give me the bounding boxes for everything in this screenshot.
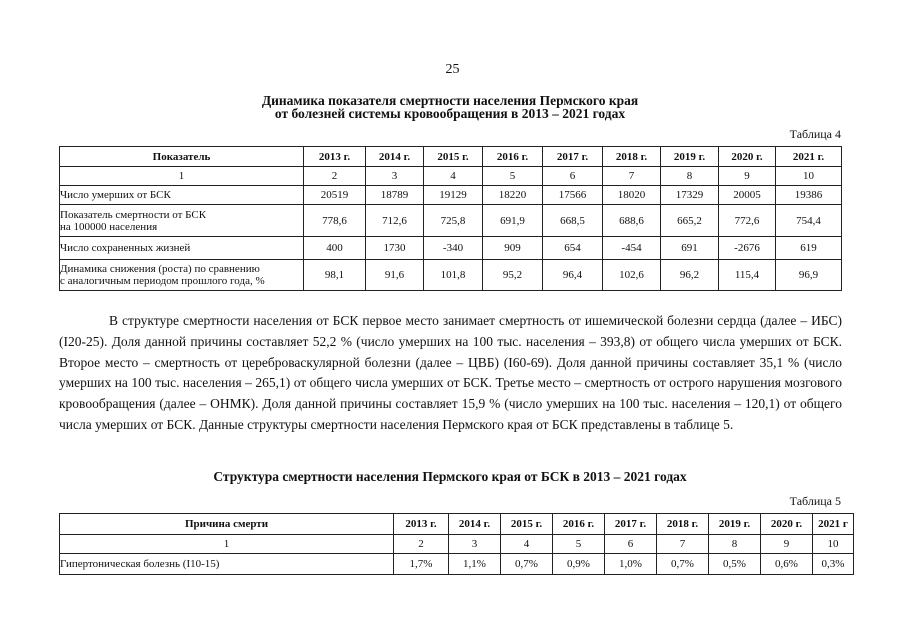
row-label-line: на 100000 населения	[60, 220, 158, 233]
header-cell: 2018 г.	[603, 147, 661, 167]
table-cell: 102,6	[603, 260, 661, 291]
table-cell: 1	[60, 167, 304, 186]
table-cell: 20005	[719, 186, 776, 205]
row-label-line: Динамика снижения (роста) по сравнению	[60, 263, 260, 275]
table-cell: 9	[761, 535, 813, 554]
header-cell: 2013 г.	[394, 514, 449, 535]
table-cell: 668,5	[543, 205, 603, 237]
table-cell: 725,8	[424, 205, 483, 237]
table-cell: 1,7%	[394, 554, 449, 575]
row-label: Число умерших от БСК	[60, 186, 304, 205]
header-cell: 2016 г.	[553, 514, 605, 535]
table-cell: 19386	[776, 186, 842, 205]
row-label-line: с аналогичным периодом прошлого года, %	[60, 275, 265, 287]
header-cell: 2014 г.	[366, 147, 424, 167]
table-cell: 19129	[424, 186, 483, 205]
table5	[59, 513, 854, 575]
table-cell: 665,2	[661, 205, 719, 237]
table4-title-line1: Динамика показателя смертности населения Пермского края	[261, 93, 639, 108]
table4-header-row	[60, 147, 842, 167]
header-cell: 2015 г.	[424, 147, 483, 167]
header-cell: 2020 г.	[761, 514, 813, 535]
row-label: Число сохраненных жизней	[60, 237, 304, 260]
table-cell: 1,0%	[605, 554, 657, 575]
table-cell: 8	[661, 167, 719, 186]
table-cell: 6	[605, 535, 657, 554]
row-label	[60, 260, 304, 291]
table-cell: 712,6	[366, 205, 424, 237]
table-cell: 0,3%	[813, 554, 854, 575]
header-cell: Причина смерти	[60, 514, 394, 535]
header-cell: 2018 г.	[657, 514, 709, 535]
table-row	[60, 260, 842, 291]
table-cell: 4	[501, 535, 553, 554]
header-cell: 2013 г.	[304, 147, 366, 167]
table-cell: 772,6	[719, 205, 776, 237]
table-cell: 18220	[483, 186, 543, 205]
table5-numbering-row	[60, 535, 854, 554]
row-label-line: Показатель смертности от БСК	[60, 208, 207, 221]
table-cell: 0,9%	[553, 554, 605, 575]
table4-numbering-row	[60, 167, 842, 186]
table-cell: 96,2	[661, 260, 719, 291]
table-cell: 9	[719, 167, 776, 186]
table-cell: 17329	[661, 186, 719, 205]
table-cell: 691,9	[483, 205, 543, 237]
table-cell: 3	[366, 167, 424, 186]
table-cell: 778,6	[304, 205, 366, 237]
table4-title	[150, 94, 750, 120]
table-cell: 400	[304, 237, 366, 260]
table5-header-row	[60, 514, 854, 535]
header-cell: 2016 г.	[483, 147, 543, 167]
table-cell: 1	[60, 535, 394, 554]
table-row	[60, 554, 854, 575]
table-row	[60, 237, 842, 260]
table-cell: 7	[603, 167, 661, 186]
table-cell: 909	[483, 237, 543, 260]
table-cell: 3	[449, 535, 501, 554]
table-cell: -2676	[719, 237, 776, 260]
header-cell: 2017 г.	[605, 514, 657, 535]
table-cell: 18020	[603, 186, 661, 205]
table-cell: 20519	[304, 186, 366, 205]
header-cell: Показатель	[60, 147, 304, 167]
table-cell: 0,7%	[501, 554, 553, 575]
table-cell: 1,1%	[449, 554, 501, 575]
table-cell: 5	[483, 167, 543, 186]
table-cell: 18789	[366, 186, 424, 205]
table4	[59, 146, 842, 291]
table-cell: 6	[543, 167, 603, 186]
table-cell: 4	[424, 167, 483, 186]
header-cell: 2021 г.	[776, 147, 842, 167]
table-cell: 619	[776, 237, 842, 260]
table-row	[60, 186, 842, 205]
table5-title: Структура смертности населения Пермского края от БСК в 2013 – 2021 годах	[213, 469, 687, 484]
table-cell: 96,9	[776, 260, 842, 291]
table5-label: Таблица 5	[789, 494, 841, 508]
table-cell: 754,4	[776, 205, 842, 237]
table4-title-line2: от болезней системы кровообращения в 2013 – 2021 годах	[274, 106, 626, 121]
table-cell: 101,8	[424, 260, 483, 291]
table-cell: 98,1	[304, 260, 366, 291]
table-cell: 10	[813, 535, 854, 554]
table-cell: 95,2	[483, 260, 543, 291]
table-cell: 115,4	[719, 260, 776, 291]
table-row	[60, 205, 842, 237]
table-cell: -340	[424, 237, 483, 260]
table4-label: Таблица 4	[789, 127, 841, 141]
table-cell: 1730	[366, 237, 424, 260]
table-cell: 2	[304, 167, 366, 186]
table-cell: 5	[553, 535, 605, 554]
table-cell: 91,6	[366, 260, 424, 291]
table-cell: 7	[657, 535, 709, 554]
table-cell: 688,6	[603, 205, 661, 237]
table-cell: -454	[603, 237, 661, 260]
table-cell: 2	[394, 535, 449, 554]
table-cell: 691	[661, 237, 719, 260]
table-cell: 0,5%	[709, 554, 761, 575]
header-cell: 2017 г.	[543, 147, 603, 167]
row-label	[60, 205, 304, 237]
header-cell: 2019 г.	[661, 147, 719, 167]
table-cell: 17566	[543, 186, 603, 205]
header-cell: 2015 г.	[501, 514, 553, 535]
header-cell: 2020 г.	[719, 147, 776, 167]
header-cell: 2021 г	[813, 514, 854, 535]
table-cell: 654	[543, 237, 603, 260]
table-cell: 96,4	[543, 260, 603, 291]
header-cell: 2019 г.	[709, 514, 761, 535]
body-paragraph: В структуре смертности населения от БСК первое место занимает смертность от ишемической болезни сердца (далее – ИБС) (I20-25). Доля данной причины составляет 52,2 % (число умерших на 100 тыс. населения – 393,8) от общего числа умерших от БСК. Второе место – смертность от цереброваскулярной болезни (далее – ЦВБ) (I60-69). Доля данной причины составляет 35,1 % (число умерших на 100 тыс. населения – 265,1) от общего числа умерших от БСК. Третье место – смертность от острого нарушения мозгового кровообращения (далее – ОНМК). Доля данной причины составляет 15,9 % (число умерших на 100 тыс. населения – 120,1) от общего числа умерших от БСК. Данные структуры смертности населения Пермского края от БСК представлены в таблице 5.	[59, 313, 842, 432]
page-number: 25	[445, 62, 460, 77]
table-cell: 8	[709, 535, 761, 554]
table-cell: 0,6%	[761, 554, 813, 575]
row-label: Гипертоническая болезнь (I10-15)	[60, 554, 394, 575]
header-cell: 2014 г.	[449, 514, 501, 535]
table-cell: 10	[776, 167, 842, 186]
table-cell: 0,7%	[657, 554, 709, 575]
